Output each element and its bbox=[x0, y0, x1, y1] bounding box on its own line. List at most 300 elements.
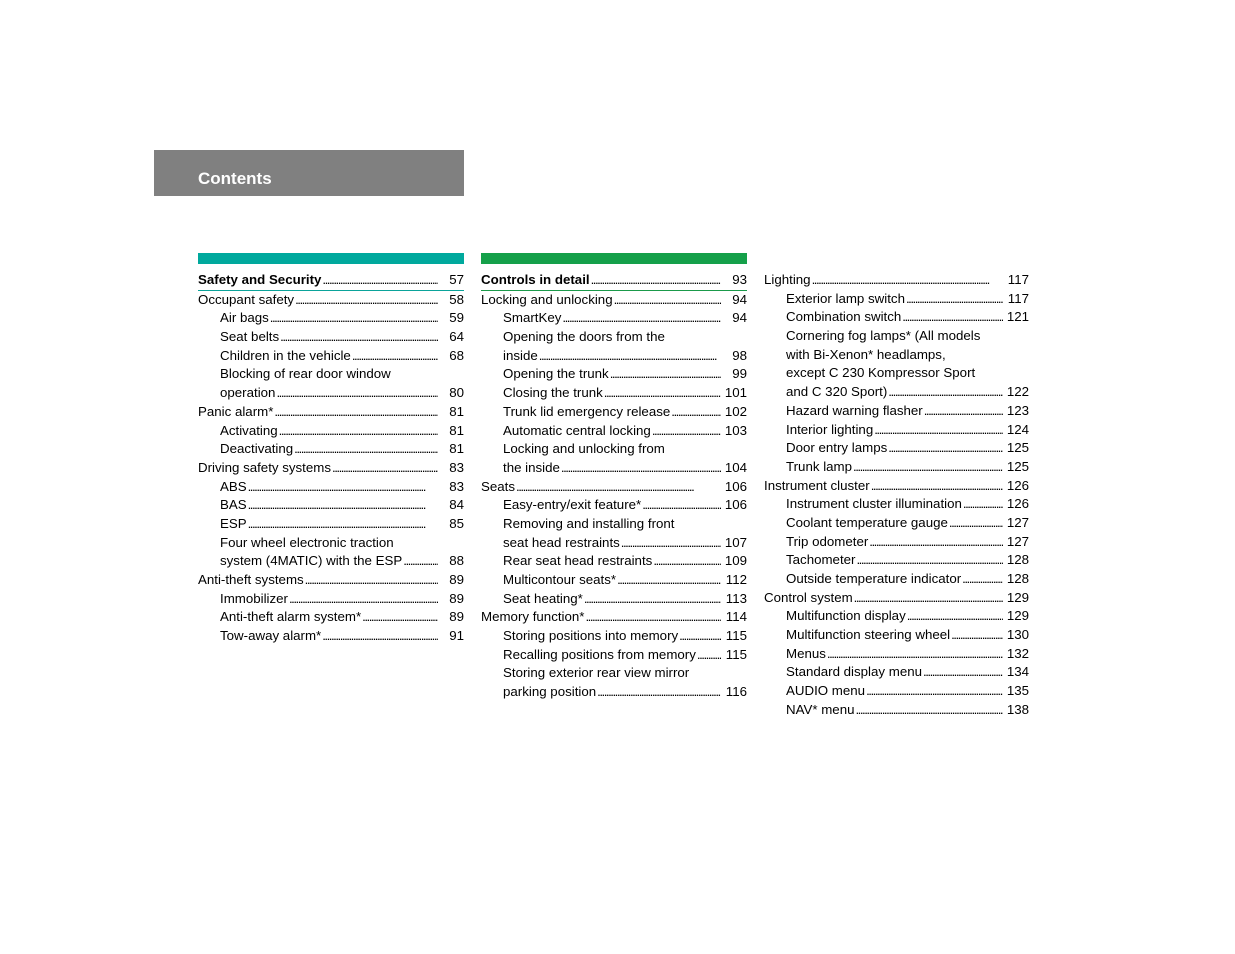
toc-entry[interactable] bbox=[764, 682, 1029, 701]
dot-leader bbox=[322, 271, 438, 290]
toc-entry-text bbox=[786, 421, 1003, 440]
toc-entry-label: Coolant temperature gauge bbox=[786, 514, 948, 530]
toc-entry[interactable] bbox=[481, 422, 747, 441]
toc-section-heading[interactable] bbox=[481, 271, 747, 291]
toc-entry-text bbox=[481, 608, 721, 627]
toc-entry-label: operation bbox=[220, 385, 276, 401]
toc-entry-text bbox=[503, 571, 721, 590]
toc-entry-label: Panic alarm* bbox=[198, 403, 274, 419]
toc-entry-label: Combination switch bbox=[786, 309, 902, 325]
toc-entry-text bbox=[220, 384, 438, 403]
toc-entry-label: Children in the vehicle bbox=[220, 347, 351, 363]
toc-entry[interactable] bbox=[764, 626, 1029, 645]
toc-entry-label: Tachometer bbox=[786, 552, 856, 568]
toc-list bbox=[198, 271, 464, 646]
toc-page-number: 81 bbox=[449, 441, 464, 457]
toc-page-number: 129 bbox=[1006, 608, 1029, 624]
toc-entry-text bbox=[503, 328, 747, 347]
dot-leader bbox=[597, 683, 721, 702]
toc-entry-text bbox=[220, 515, 438, 534]
toc-page-number: 81 bbox=[449, 422, 464, 438]
toc-page-number: 130 bbox=[1006, 627, 1029, 643]
toc-entry-text bbox=[503, 627, 721, 646]
dot-leader bbox=[652, 422, 721, 441]
toc-entry[interactable] bbox=[198, 627, 464, 646]
toc-entry[interactable] bbox=[198, 328, 464, 347]
toc-entry[interactable] bbox=[198, 459, 464, 478]
toc-entry[interactable] bbox=[764, 271, 1029, 290]
toc-page-number: 116 bbox=[725, 684, 747, 700]
toc-entry-label: Tow-away alarm* bbox=[220, 628, 322, 644]
toc-page-number: 113 bbox=[725, 590, 747, 606]
toc-page-number: 126 bbox=[1006, 477, 1029, 493]
toc-entry-label: Safety and Security bbox=[198, 272, 322, 287]
toc-entry[interactable] bbox=[198, 440, 464, 459]
dot-leader bbox=[614, 291, 721, 310]
toc-entry[interactable] bbox=[481, 384, 747, 403]
toc-entry-label: NAV* menu bbox=[786, 701, 855, 717]
dot-leader bbox=[871, 477, 1003, 496]
dot-leader bbox=[539, 347, 721, 366]
toc-page-number: 68 bbox=[449, 347, 464, 363]
toc-page-number: 127 bbox=[1006, 514, 1029, 530]
toc-entry[interactable] bbox=[481, 347, 747, 366]
toc-entry[interactable] bbox=[481, 403, 747, 422]
toc-column-3 bbox=[764, 253, 1029, 720]
dot-leader bbox=[866, 682, 1003, 701]
toc-page-number: 103 bbox=[724, 422, 747, 438]
toc-entry[interactable] bbox=[481, 365, 747, 384]
dot-leader bbox=[294, 440, 438, 459]
toc-page-number: 94 bbox=[732, 310, 747, 326]
toc-entry-text bbox=[220, 496, 438, 515]
toc-entry-label: Opening the doors from the bbox=[503, 329, 665, 345]
dot-leader bbox=[274, 403, 438, 422]
toc-entry-label: system (4MATIC) with the ESP bbox=[220, 553, 403, 569]
dot-leader bbox=[585, 608, 721, 627]
dot-leader bbox=[869, 533, 1003, 552]
toc-entry-text bbox=[220, 627, 438, 646]
toc-entry-text bbox=[503, 347, 721, 366]
dot-leader bbox=[362, 608, 438, 627]
toc-entry-label: Deactivating bbox=[220, 441, 294, 457]
toc-entry-label: Locking and unlocking bbox=[481, 291, 613, 307]
toc-entry[interactable] bbox=[764, 383, 1029, 402]
toc-entry[interactable] bbox=[764, 290, 1029, 309]
dot-leader bbox=[270, 309, 438, 328]
dot-leader bbox=[295, 291, 438, 310]
dot-leader bbox=[962, 570, 1003, 589]
dot-leader bbox=[403, 552, 438, 571]
toc-page-number: 98 bbox=[732, 347, 747, 363]
toc-entry[interactable] bbox=[764, 346, 1029, 365]
toc-page-number: 59 bbox=[449, 310, 464, 326]
toc-entry[interactable] bbox=[198, 590, 464, 609]
toc-entry-label: Storing positions into memory bbox=[503, 628, 679, 644]
toc-entry-label: with Bi-Xenon* headlamps, bbox=[786, 346, 946, 362]
dot-leader bbox=[352, 347, 438, 366]
toc-page-number: 115 bbox=[725, 646, 747, 662]
toc-entry-label: Standard display menu bbox=[786, 664, 923, 680]
toc-page-number: 101 bbox=[724, 385, 747, 401]
toc-page-number: 124 bbox=[1006, 421, 1029, 437]
toc-entry-label: Menus bbox=[786, 645, 826, 661]
toc-page-number: 106 bbox=[724, 497, 747, 513]
toc-entry-text bbox=[220, 365, 464, 384]
dot-leader bbox=[855, 701, 1003, 720]
toc-entry-label: Multifunction steering wheel bbox=[786, 627, 951, 643]
toc-entry[interactable] bbox=[481, 646, 747, 665]
section-color-bar bbox=[198, 253, 464, 264]
toc-entry[interactable] bbox=[764, 402, 1029, 421]
toc-section-heading[interactable] bbox=[198, 271, 464, 291]
toc-entry-text bbox=[198, 571, 438, 590]
toc-page-number: 138 bbox=[1006, 701, 1029, 717]
toc-entry-label: Control system bbox=[764, 589, 853, 605]
toc-entry-text bbox=[198, 291, 438, 310]
toc-entry-label: Instrument cluster illumination bbox=[786, 496, 962, 512]
toc-entry[interactable] bbox=[764, 327, 1029, 346]
dot-leader bbox=[679, 627, 721, 646]
dot-leader bbox=[305, 571, 438, 590]
toc-entry-label: Air bags bbox=[220, 310, 269, 326]
toc-entry[interactable] bbox=[481, 534, 747, 553]
toc-entry[interactable] bbox=[764, 645, 1029, 664]
toc-entry[interactable] bbox=[764, 514, 1029, 533]
toc-entry-text bbox=[764, 477, 1003, 496]
toc-entry[interactable] bbox=[764, 551, 1029, 570]
toc-entry[interactable] bbox=[198, 478, 464, 497]
toc-entry-text bbox=[786, 495, 1003, 514]
toc-entry-label: Memory function* bbox=[481, 609, 585, 625]
toc-entry[interactable] bbox=[481, 459, 747, 478]
toc-entry-label: inside bbox=[503, 347, 538, 363]
toc-entry-text bbox=[503, 422, 721, 441]
toc-entry[interactable] bbox=[481, 571, 747, 590]
section-color-bar bbox=[481, 253, 747, 264]
dot-leader bbox=[248, 496, 438, 515]
dot-leader bbox=[591, 271, 721, 290]
toc-page-number: 80 bbox=[449, 385, 464, 401]
toc-entry[interactable] bbox=[198, 422, 464, 441]
toc-entry-text bbox=[786, 290, 1003, 309]
toc-entry-text bbox=[786, 327, 1029, 346]
toc-entry[interactable] bbox=[481, 552, 747, 571]
dot-leader bbox=[951, 626, 1003, 645]
toc-page-number: 94 bbox=[732, 291, 747, 307]
toc-entry-label: Removing and installing front bbox=[503, 515, 675, 531]
toc-entry-text bbox=[481, 271, 721, 290]
toc-entry-text bbox=[786, 645, 1003, 664]
toc-page-number: 57 bbox=[449, 272, 464, 287]
toc-page-number: 58 bbox=[449, 291, 464, 307]
toc-page-number: 128 bbox=[1006, 571, 1029, 586]
toc-entry-text bbox=[786, 682, 1003, 701]
toc-page-number: 89 bbox=[449, 609, 464, 625]
dot-leader bbox=[322, 627, 438, 646]
toc-entry[interactable] bbox=[481, 683, 747, 702]
toc-entry[interactable] bbox=[481, 309, 747, 328]
toc-entry[interactable] bbox=[198, 384, 464, 403]
toc-page-number: 89 bbox=[449, 572, 464, 587]
dot-leader bbox=[562, 309, 721, 328]
toc-entry-label: Opening the trunk bbox=[503, 366, 609, 382]
toc-entry[interactable] bbox=[481, 608, 747, 627]
toc-entry-text bbox=[220, 347, 438, 366]
toc-entry-text bbox=[786, 701, 1003, 720]
toc-entry[interactable] bbox=[764, 421, 1029, 440]
toc-entry[interactable] bbox=[198, 608, 464, 627]
dot-leader bbox=[853, 458, 1003, 477]
toc-entry[interactable] bbox=[198, 403, 464, 422]
toc-entry-label: Trunk lamp bbox=[786, 458, 853, 474]
toc-entry-label: Cornering fog lamps* (All models bbox=[786, 328, 981, 344]
toc-entry[interactable] bbox=[198, 571, 464, 590]
toc-entry-text bbox=[220, 440, 438, 459]
toc-entry-text bbox=[220, 422, 438, 441]
toc-entry-label: Immobilizer bbox=[220, 590, 288, 606]
toc-entry-text bbox=[786, 663, 1003, 682]
toc-entry-label: Easy-entry/exit feature* bbox=[503, 497, 642, 513]
dot-leader bbox=[332, 459, 438, 478]
dot-leader bbox=[653, 552, 721, 571]
toc-entry-label: ABS bbox=[220, 478, 247, 494]
toc-page-number: 128 bbox=[1006, 552, 1029, 568]
toc-entry-text bbox=[786, 346, 1029, 365]
toc-entry[interactable] bbox=[764, 570, 1029, 589]
toc-entry-label: the inside bbox=[503, 459, 560, 475]
toc-entry-label: Occupant safety bbox=[198, 291, 295, 307]
toc-entry-text bbox=[503, 515, 747, 534]
toc-page-number: 104 bbox=[724, 459, 747, 475]
dot-leader bbox=[604, 384, 721, 403]
toc-entry-label: Closing the trunk bbox=[503, 385, 603, 401]
toc-entry-text bbox=[481, 478, 721, 497]
toc-entry-text bbox=[786, 458, 1003, 477]
toc-page-number: 126 bbox=[1006, 496, 1029, 512]
dot-leader bbox=[874, 421, 1003, 440]
toc-page-number: 106 bbox=[724, 478, 747, 494]
toc-page-number: 134 bbox=[1006, 664, 1029, 680]
toc-entry-text bbox=[198, 459, 438, 478]
dot-leader bbox=[516, 478, 721, 497]
toc-list bbox=[481, 271, 747, 702]
toc-entry-text bbox=[503, 459, 721, 478]
contents-header-tab bbox=[154, 150, 464, 196]
toc-entry[interactable] bbox=[481, 496, 747, 515]
toc-page-number: 122 bbox=[1006, 384, 1029, 400]
page-title: Contents bbox=[198, 169, 272, 188]
toc-entry-label: Seat belts bbox=[220, 329, 280, 345]
toc-entry-label: Anti-theft alarm system* bbox=[220, 609, 362, 625]
toc-entry[interactable] bbox=[481, 627, 747, 646]
toc-entry[interactable] bbox=[764, 663, 1029, 682]
toc-page-number: 99 bbox=[732, 366, 747, 382]
toc-entry-label: Trip odometer bbox=[786, 533, 869, 549]
dot-leader bbox=[584, 590, 721, 609]
toc-entry-label: Controls in detail bbox=[481, 272, 590, 287]
dot-leader bbox=[248, 515, 438, 534]
toc-entry-label: Recalling positions from memory bbox=[503, 646, 696, 662]
toc-entry-text bbox=[503, 683, 721, 702]
toc-entry-label: SmartKey bbox=[503, 310, 562, 326]
toc-entry[interactable] bbox=[764, 701, 1029, 720]
dot-leader bbox=[827, 645, 1003, 664]
toc-entry-text bbox=[786, 551, 1003, 570]
toc-entry-text bbox=[786, 533, 1003, 552]
toc-entry-text bbox=[503, 440, 747, 459]
toc-entry-text bbox=[764, 271, 1003, 290]
toc-page-number: 81 bbox=[449, 403, 464, 419]
toc-entry-label: Blocking of rear door window bbox=[220, 366, 391, 382]
toc-page-number: 132 bbox=[1006, 645, 1029, 661]
toc-entry-text bbox=[220, 328, 438, 347]
toc-entry-label: AUDIO menu bbox=[786, 683, 866, 699]
toc-list bbox=[764, 271, 1029, 720]
toc-entry-text bbox=[220, 309, 438, 328]
toc-entry-text bbox=[503, 664, 747, 683]
toc-entry-text bbox=[481, 291, 721, 310]
toc-page-number: 83 bbox=[449, 459, 464, 475]
toc-entry-text bbox=[220, 534, 464, 553]
toc-page-number: 88 bbox=[449, 553, 464, 569]
toc-page-number: 109 bbox=[724, 553, 747, 569]
toc-entry-text bbox=[220, 590, 438, 609]
toc-entry-label: Storing exterior rear view mirror bbox=[503, 665, 690, 681]
toc-entry[interactable] bbox=[481, 664, 747, 683]
toc-entry-text bbox=[786, 439, 1003, 458]
toc-entry-text bbox=[503, 365, 721, 384]
toc-entry[interactable] bbox=[198, 347, 464, 366]
dot-leader bbox=[289, 590, 438, 609]
toc-entry[interactable] bbox=[764, 589, 1029, 608]
toc-page-number: 107 bbox=[724, 534, 747, 550]
dot-leader bbox=[279, 422, 438, 441]
toc-entry-text bbox=[503, 384, 721, 403]
toc-page-number: 129 bbox=[1006, 589, 1029, 605]
toc-column-1 bbox=[198, 253, 464, 646]
toc-entry-text bbox=[503, 552, 721, 571]
toc-entry-text bbox=[786, 626, 1003, 645]
toc-entry[interactable] bbox=[481, 478, 747, 497]
toc-entry-label: BAS bbox=[220, 497, 247, 513]
toc-entry[interactable] bbox=[481, 440, 747, 459]
toc-entry-label: Anti-theft systems bbox=[198, 572, 304, 587]
toc-entry-label: Interior lighting bbox=[786, 421, 874, 437]
toc-entry[interactable] bbox=[764, 364, 1029, 383]
toc-page-number: 125 bbox=[1006, 458, 1029, 474]
toc-entry-label: seat head restraints bbox=[503, 534, 620, 550]
toc-page-number: 117 bbox=[1007, 272, 1029, 287]
dot-leader bbox=[276, 384, 438, 403]
toc-entry-label: Hazard warning flasher bbox=[786, 402, 923, 418]
toc-entry-text bbox=[220, 552, 438, 571]
toc-entry-label: Driving safety systems bbox=[198, 459, 332, 475]
toc-entry-text bbox=[198, 271, 438, 290]
toc-entry[interactable] bbox=[764, 533, 1029, 552]
toc-entry[interactable] bbox=[764, 308, 1029, 327]
dot-leader bbox=[621, 534, 721, 553]
toc-entry-label: Exterior lamp switch bbox=[786, 290, 905, 306]
toc-entry[interactable] bbox=[764, 458, 1029, 477]
toc-entry[interactable] bbox=[764, 439, 1029, 458]
toc-entry[interactable] bbox=[481, 590, 747, 609]
dot-leader bbox=[906, 290, 1003, 309]
toc-entry-label: Multicontour seats* bbox=[503, 572, 617, 587]
dot-leader bbox=[812, 271, 1003, 290]
toc-entry[interactable] bbox=[198, 291, 464, 310]
toc-entry[interactable] bbox=[198, 552, 464, 571]
dot-leader bbox=[697, 646, 721, 665]
toc-entry[interactable] bbox=[764, 477, 1029, 496]
toc-entry-text bbox=[220, 608, 438, 627]
dot-leader bbox=[888, 383, 1003, 402]
toc-entry-text bbox=[503, 590, 721, 609]
toc-page-number: 135 bbox=[1006, 683, 1029, 699]
toc-entry-label: Multifunction display bbox=[786, 608, 906, 624]
dot-leader bbox=[963, 495, 1003, 514]
toc-entry-text bbox=[220, 478, 438, 497]
toc-page-number: 112 bbox=[725, 572, 747, 587]
toc-entry[interactable] bbox=[198, 515, 464, 534]
toc-page-number: 93 bbox=[732, 272, 747, 287]
toc-page-number: 127 bbox=[1006, 533, 1029, 549]
section-spacer bbox=[764, 253, 1029, 264]
toc-page-number: 114 bbox=[725, 609, 747, 625]
toc-entry-text bbox=[503, 646, 721, 665]
toc-page-number: 84 bbox=[449, 497, 464, 513]
dot-leader bbox=[949, 514, 1003, 533]
toc-entry-text bbox=[786, 570, 1003, 589]
toc-entry-label: Trunk lid emergency release bbox=[503, 403, 671, 419]
toc-entry-label: Automatic central locking bbox=[503, 422, 651, 438]
toc-entry-text bbox=[198, 403, 438, 422]
toc-entry[interactable] bbox=[198, 365, 464, 384]
toc-entry-label: Instrument cluster bbox=[764, 477, 870, 493]
dot-leader bbox=[561, 459, 721, 478]
dot-leader bbox=[923, 663, 1003, 682]
toc-entry[interactable] bbox=[198, 496, 464, 515]
toc-page-number: 64 bbox=[449, 329, 464, 345]
toc-page-number: 89 bbox=[449, 590, 464, 606]
toc-entry-label: parking position bbox=[503, 684, 597, 700]
toc-entry[interactable] bbox=[764, 495, 1029, 514]
toc-entry-text bbox=[786, 364, 1029, 383]
toc-entry-label: Seats bbox=[481, 478, 516, 494]
dot-leader bbox=[248, 478, 438, 497]
toc-entry[interactable] bbox=[764, 607, 1029, 626]
dot-leader bbox=[280, 328, 438, 347]
toc-page-number: 91 bbox=[449, 628, 464, 644]
toc-column-2 bbox=[481, 253, 747, 702]
toc-entry[interactable] bbox=[481, 291, 747, 310]
toc-entry[interactable] bbox=[198, 309, 464, 328]
toc-entry-text bbox=[786, 308, 1003, 327]
toc-entry-text bbox=[503, 534, 721, 553]
toc-page-number: 117 bbox=[1007, 290, 1029, 306]
toc-entry-label: except C 230 Kompressor Sport bbox=[786, 365, 976, 381]
toc-entry[interactable] bbox=[481, 328, 747, 347]
toc-entry-text bbox=[786, 514, 1003, 533]
toc-entry-label: Lighting bbox=[764, 272, 811, 287]
toc-page-number: 115 bbox=[725, 628, 747, 644]
toc-page-number: 83 bbox=[449, 478, 464, 494]
toc-entry-label: Door entry lamps bbox=[786, 440, 888, 456]
toc-entry[interactable] bbox=[198, 534, 464, 553]
toc-entry[interactable] bbox=[481, 515, 747, 534]
toc-entry-label: Rear seat head restraints bbox=[503, 553, 653, 569]
toc-entry-label: Seat heating* bbox=[503, 590, 583, 606]
